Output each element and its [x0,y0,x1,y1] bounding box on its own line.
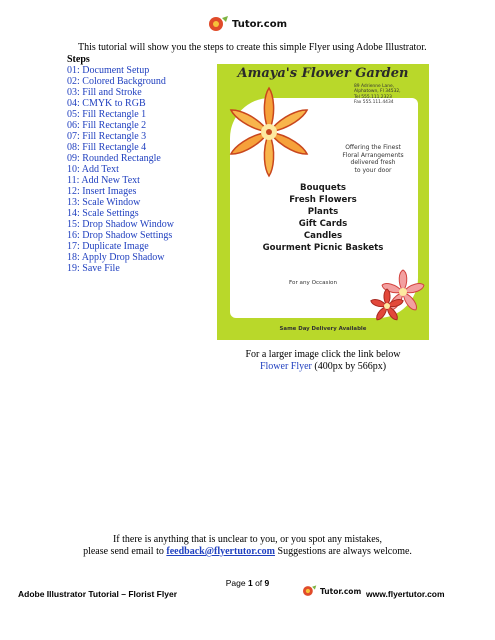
step-item [67,164,174,175]
feedback-message [0,534,495,558]
step-link[interactable]: 14: Scale Settings [67,208,139,219]
product-item: Bouquets [300,183,346,193]
step-link[interactable]: 01: Document Setup [67,65,150,76]
product-item: Gift Cards [298,219,348,229]
flyer-products [217,182,429,254]
step-item [67,175,174,186]
address-line: 89 Adrienne Lane, [354,84,395,89]
offer-line: Offering the Finest [345,144,401,151]
pink-flower-icon [367,262,429,324]
step-link[interactable]: 09: Rounded Rectangle [67,153,161,164]
feedback-prefix: please send email to [83,546,167,557]
feedback-email-line [0,546,495,558]
step-item [67,241,174,252]
footer-url: www.flyertutor.com [366,589,445,599]
footer-title: Adobe Illustrator Tutorial – Florist Flyer [18,589,178,599]
step-link[interactable]: 08: Fill Rectangle 4 [67,142,147,153]
caption-link-line [217,361,429,373]
step-item [67,109,174,120]
step-item [67,197,174,208]
step-link[interactable]: 07: Fill Rectangle 3 [67,131,147,142]
step-item [67,65,174,76]
page-of: of [252,578,265,588]
step-item [67,230,174,241]
flyer-offer [327,144,419,174]
step-link[interactable]: 15: Drop Shadow Window [67,219,174,230]
intro-text: This tutorial will show you the steps to create this simple Flyer using Adobe Illustrator. [78,42,427,53]
step-item [67,252,174,263]
steps-title: Steps [67,54,90,65]
flower-logo-icon [302,584,318,598]
step-link[interactable]: 06: Fill Rectangle 2 [67,120,147,131]
step-link[interactable]: 10: Add Text [67,164,119,175]
page-current: 1 [247,578,253,588]
step-item [67,98,174,109]
feedback-email-link[interactable]: feedback@flyertutor.com [166,546,276,557]
offer-line: Floral Arrangements [342,151,404,159]
page-total: 9 [264,578,270,588]
page-number [0,578,495,588]
step-link[interactable]: 02: Colored Background [67,76,166,87]
step-link[interactable]: 12: Insert Images [67,186,137,197]
steps-list [67,54,174,274]
flyer-delivery: Same Day Delivery Available [279,326,367,332]
flyer-occasion: For any Occasion [289,280,337,286]
step-item [67,87,174,98]
product-item: Fresh Flowers [289,195,357,205]
step-link[interactable]: 04: CMYK to RGB [67,98,146,109]
logo-text: Tutor.com [231,18,287,30]
step-item [67,142,174,153]
step-link[interactable]: 13: Scale Window [67,197,141,208]
offer-line: to your door [354,166,392,174]
footer-logo [302,584,361,598]
offer-line: delivered fresh [350,159,396,166]
flyer-title: Amaya's Flower Garden [237,66,409,81]
step-item [67,153,174,164]
step-link[interactable]: 17: Duplicate Image [67,241,149,252]
step-link[interactable]: 16: Drop Shadow Settings [67,230,173,241]
step-item [67,263,174,274]
step-item [67,76,174,87]
feedback-suffix: Suggestions are always welcome. [275,546,412,557]
product-item: Plants [307,207,339,217]
step-item [67,120,174,131]
address-line: Alphatown, Fl 34532, [354,89,401,95]
step-link[interactable]: 18: Apply Drop Shadow [67,252,165,263]
lily-flower-icon [219,82,319,182]
image-caption [217,349,429,373]
flyer-address [354,84,401,106]
address-line: Tel 555.111.2323 [354,94,392,100]
header-logo [0,14,495,39]
footer-logo-text: Tutor.com [320,586,362,596]
page-label: Page [225,578,248,588]
product-item: Gourment Picnic Baskets [262,243,384,253]
caption-size: (400px by 566px) [311,361,387,372]
steps-items [67,65,174,274]
flyer-image [217,64,429,340]
flower-flyer-link[interactable]: Flower Flyer [259,361,312,372]
step-link[interactable]: 03: Fill and Stroke [67,87,142,98]
feedback-line: If there is anything that is unclear to you, or you spot any mistakes, [112,534,383,545]
flower-logo-icon [208,14,230,34]
product-item: Candles [303,231,343,241]
step-item [67,219,174,230]
step-item [67,131,174,142]
address-line: Fax 555.111.4434 [354,100,394,106]
step-link[interactable]: 19: Save File [67,263,120,274]
step-link[interactable]: 11: Add New Text [67,175,140,186]
step-item [67,186,174,197]
step-link[interactable]: 05: Fill Rectangle 1 [67,109,147,120]
caption-line: For a larger image click the link below [245,349,401,360]
step-item [67,208,174,219]
